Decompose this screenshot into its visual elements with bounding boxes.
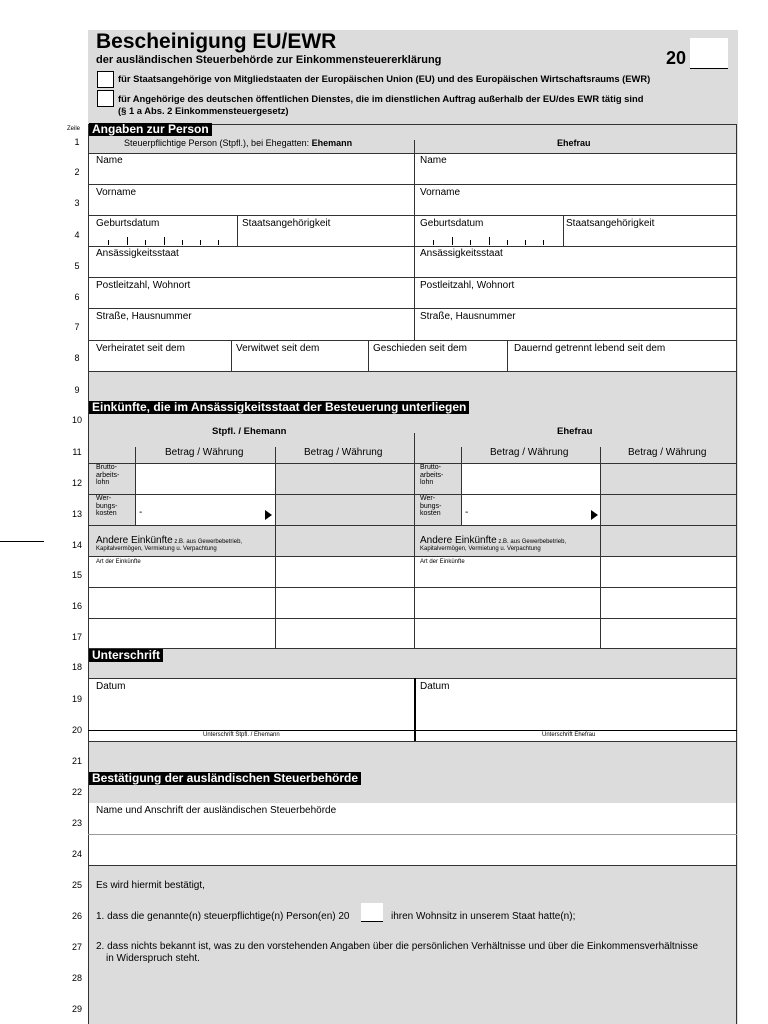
row-number: 8 [74, 353, 80, 363]
point2-text-line1: 2. dass nichts bekannt ist, was zu den vorstehenden Angaben über die persönlichen Verhältnisse und über die Einkommensverhältnisse [96, 941, 699, 952]
row-number: 25 [71, 880, 82, 890]
checkbox-oeffentlicher-dienst[interactable] [97, 90, 114, 107]
plz-wohnort-field-ehefrau[interactable]: Postleitzahl, Wohnort [420, 280, 515, 291]
bruttolohn-betrag-ehefrau[interactable] [462, 464, 600, 494]
row-number: 1 [74, 137, 80, 147]
andere-einkuenfte-line2-ehemann: Kapitalvermögen, Vermietung u. Verpachtung [96, 546, 217, 552]
row-number: 14 [71, 540, 82, 550]
ansaessigkeitsstaat-field-ehefrau[interactable]: Ansässigkeitsstaat [420, 248, 503, 259]
row-number: 21 [71, 756, 82, 766]
row-number: 5 [74, 261, 80, 271]
row-number: 18 [71, 662, 82, 672]
verwitwet-field[interactable]: Verwitwet seit dem [236, 343, 320, 354]
checkbox-eu-ewr[interactable] [97, 71, 114, 88]
section-angaben-person: Angaben zur Person [89, 123, 212, 136]
margin-mark [0, 541, 44, 542]
row-number: 16 [71, 601, 82, 611]
section-unterschrift: Unterschrift [89, 649, 163, 662]
geschieden-field[interactable]: Geschieden seit dem [373, 343, 467, 354]
betrag-header-1: Betrag / Währung [165, 447, 244, 458]
form-title: Bescheinigung EU/EWR [96, 30, 337, 53]
vorname-field-ehemann[interactable]: Vorname [96, 187, 137, 198]
werbungskosten-label-ehemann: Wer- bungs- kosten [96, 495, 118, 517]
staatsangehoerigkeit-field-ehemann[interactable]: Staatsangehörigkeit [242, 218, 331, 229]
unterschrift-ehefrau-caption: Unterschrift Ehefrau [542, 732, 596, 738]
wohnsitz-year-field[interactable] [361, 903, 383, 922]
einkuenfte-header-ehefrau: Ehefrau [557, 426, 593, 437]
option-oeffentlicher-dienst-line2: (§ 1 a Abs. 2 Einkommensteuergesetz) [118, 105, 289, 116]
row-number: 22 [71, 787, 82, 797]
betrag-header-3: Betrag / Währung [490, 447, 569, 458]
row-number: 17 [71, 632, 82, 642]
option-eu-ewr-label: für Staatsangehörige von Mitgliedstaaten der Europäischen Union (EU) und des Europäischen Wirtschaftsraums (EWR) [118, 73, 651, 84]
andere-einkuenfte-main: Andere Einkünfte [420, 535, 497, 546]
andere-einkuenfte-small: z.B. aus Gewerbebetrieb, [172, 539, 243, 545]
column-header-ehemann: Ehemann [311, 138, 353, 148]
row-number: 20 [71, 725, 82, 735]
arrow-right-icon [591, 510, 598, 520]
column-header-stpfl [124, 138, 352, 148]
werbungskosten-label-ehefrau: Wer- bungs- kosten [420, 495, 442, 517]
row-number: 13 [71, 509, 82, 519]
row-number: 4 [74, 230, 80, 240]
name-field-ehemann[interactable]: Name [96, 155, 123, 166]
minus-sign-ehemann: - [139, 507, 143, 518]
row-number: 26 [71, 911, 82, 921]
vorname-field-ehefrau[interactable]: Vorname [420, 187, 461, 198]
datum-label-ehemann: Datum [96, 681, 126, 692]
row-number: 11 [72, 447, 82, 457]
bruttolohn-label-ehemann: Brutto- arbeits- lohn [96, 464, 120, 486]
datum-label-ehefrau: Datum [420, 681, 450, 692]
row-number: 28 [71, 973, 82, 983]
point1-text-a: 1. dass die genannte(n) steuerpflichtige(n) Person(en) 20 [96, 911, 350, 922]
column-header-stpfl-text: Steuerpflichtige Person (Stpfl.), bei Ehegatten: [124, 138, 312, 148]
point1-text-b: ihren Wohnsitz in unserem Staat hatte(n); [391, 911, 576, 922]
row-number: 24 [71, 849, 82, 859]
row-number: 12 [71, 478, 82, 488]
art-einkuenfte-label-ehefrau: Art der Einkünfte [420, 559, 465, 565]
year-prefix: 20 [666, 48, 687, 68]
ansaessigkeitsstaat-field-ehemann[interactable]: Ansässigkeitsstaat [96, 248, 179, 259]
werbungskosten-betrag-ehemann[interactable] [136, 495, 275, 525]
name-field-ehefrau[interactable]: Name [420, 155, 447, 166]
row-number: 9 [74, 385, 80, 395]
strasse-field-ehefrau[interactable]: Straße, Hausnummer [420, 311, 516, 322]
staatsangehoerigkeit-field-ehefrau[interactable]: Staatsangehörigkeit [566, 218, 655, 229]
behoerde-anschrift-label: Name und Anschrift der ausländischen Steuerbehörde [96, 805, 337, 816]
einkuenfte-header-stpfl: Stpfl. / Ehemann [212, 426, 287, 437]
row-number: 27 [71, 942, 82, 952]
andere-einkuenfte-small: z.B. aus Gewerbebetrieb, [496, 539, 567, 545]
section-einkuenfte: Einkünfte, die im Ansässigkeitsstaat der Besteuerung unterliegen [89, 401, 469, 414]
option-oeffentlicher-dienst-line1: für Angehörige des deutschen öffentlichen Dienstes, die im dienstlichen Auftrag außerhalb der EU/des EWR tätig sind [118, 93, 644, 104]
year-field[interactable] [690, 38, 728, 69]
row-number: 3 [74, 198, 80, 208]
column-header-ehefrau: Ehefrau [557, 138, 591, 148]
row-number: 23 [71, 818, 82, 828]
unterschrift-stpfl-caption: Unterschrift Stpfl. / Ehemann [203, 732, 280, 738]
bruttolohn-betrag-ehemann[interactable] [136, 464, 275, 494]
geburtsdatum-field-ehefrau[interactable]: Geburtsdatum [420, 218, 484, 229]
andere-betrag-ehefrau-1[interactable] [601, 557, 736, 648]
fields-person-block [89, 153, 736, 371]
bruttolohn-label-ehefrau: Brutto- arbeits- lohn [420, 464, 444, 486]
form-subtitle: der ausländischen Steuerbehörde zur Einkommensteuererklärung [96, 54, 442, 66]
betrag-header-2: Betrag / Währung [304, 447, 383, 458]
plz-wohnort-field-ehemann[interactable]: Postleitzahl, Wohnort [96, 280, 191, 291]
row-number: 2 [74, 167, 80, 177]
zeile-label: Zeile [67, 126, 81, 132]
andere-einkuenfte-main: Andere Einkünfte [96, 535, 173, 546]
andere-betrag-ehemann-1[interactable] [276, 557, 414, 648]
bestaetigt-text: Es wird hiermit bestätigt, [96, 880, 205, 891]
row-number: 15 [71, 570, 82, 580]
arrow-right-icon [265, 510, 272, 520]
werbungskosten-betrag-ehefrau[interactable] [462, 495, 600, 525]
row-number: 19 [71, 694, 82, 704]
verheiratet-field[interactable]: Verheiratet seit dem [96, 343, 185, 354]
minus-sign-ehefrau: - [465, 507, 469, 518]
row-number: 7 [74, 322, 80, 332]
art-einkuenfte-label-ehemann: Art der Einkünfte [96, 559, 141, 565]
row-number: 29 [71, 1004, 82, 1014]
point2-text-line2: in Widerspruch steht. [106, 953, 200, 964]
andere-einkuenfte-line2-ehefrau: Kapitalvermögen, Vermietung u. Verpachtung [420, 546, 541, 552]
row-number: 10 [71, 415, 82, 425]
getrennt-field[interactable]: Dauernd getrennt lebend seit dem [514, 343, 666, 354]
section-bestaetigung: Bestätigung der ausländischen Steuerbehörde [89, 772, 361, 785]
betrag-header-4: Betrag / Währung [628, 447, 707, 458]
strasse-field-ehemann[interactable]: Straße, Hausnummer [96, 311, 192, 322]
row-number: 6 [74, 292, 80, 302]
geburtsdatum-field-ehemann[interactable]: Geburtsdatum [96, 218, 160, 229]
